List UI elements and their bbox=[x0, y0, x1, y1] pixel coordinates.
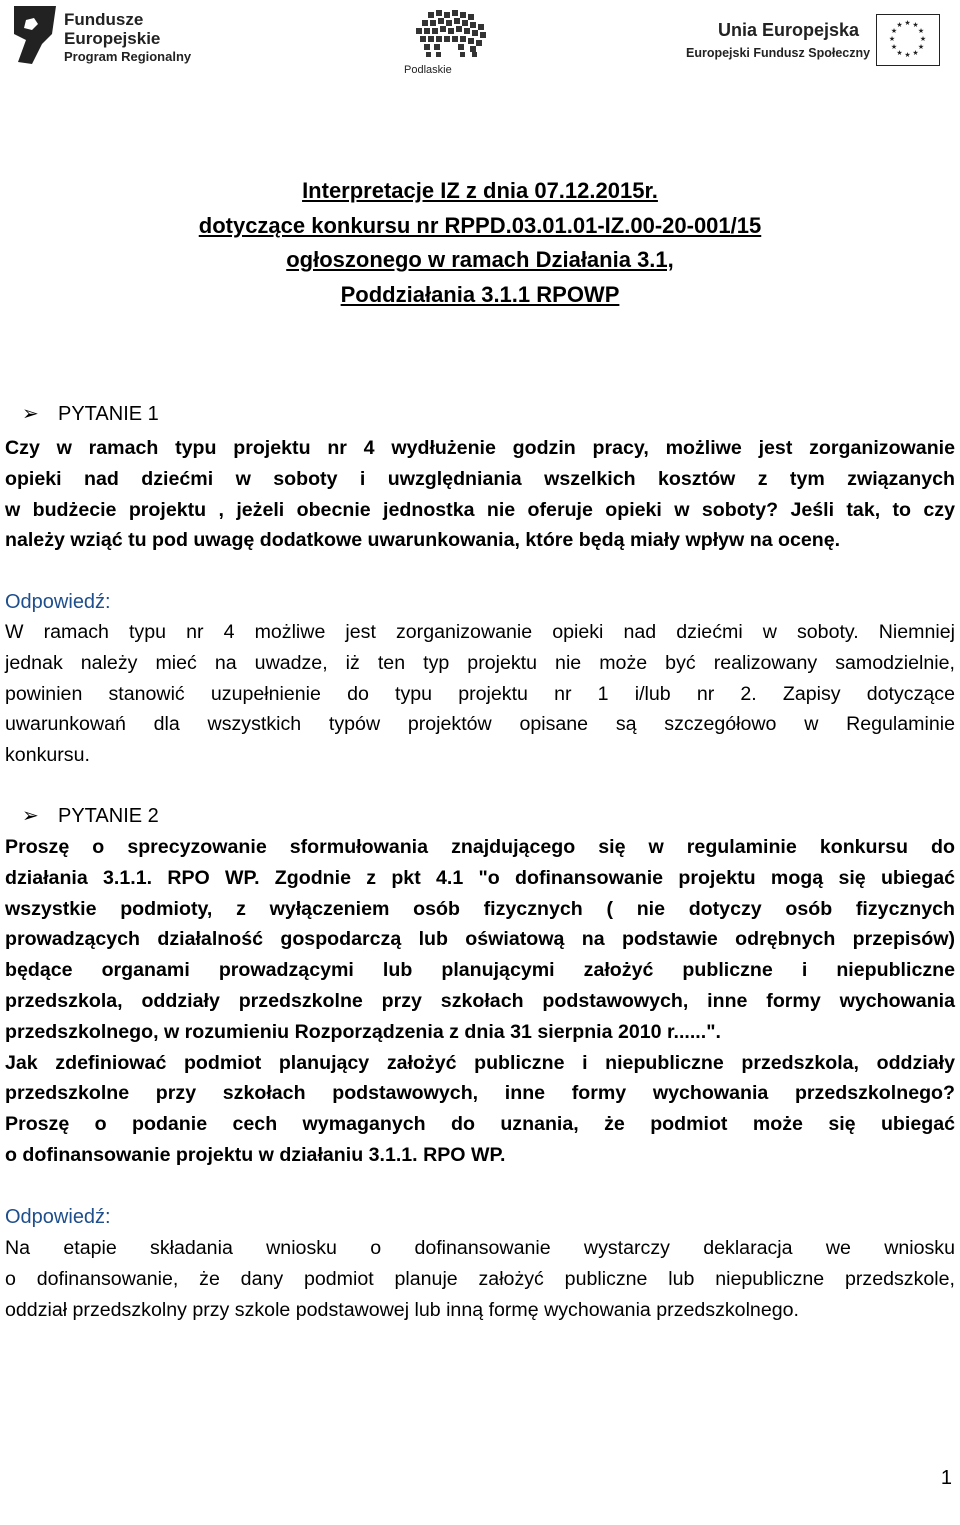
text-line: przedszkolnego, w rozumieniu Rozporządzenia z dnia 31 sierpnia 2010 r......". bbox=[5, 1020, 721, 1043]
text-line: działania 3.1.1. RPO WP. Zgodnie z pkt 4.1 "o dofinansowanie projektu mogą się ubiegać bbox=[5, 866, 955, 889]
text-line: o dofinansowanie, że dany podmiot planuje założyć publiczne lub niepubliczne przedszkole, bbox=[5, 1267, 955, 1290]
svg-text:★: ★ bbox=[912, 21, 919, 29]
text-line: Na etapie składania wniosku o dofinansowanie wystarczy deklaracja we wniosku bbox=[5, 1237, 955, 1259]
title-line-3: ogłoszonego w ramach Działania 3.1, bbox=[286, 247, 674, 272]
fundusze-europejskie-logo bbox=[12, 4, 202, 68]
page-number: 1 bbox=[940, 1467, 952, 1489]
text-line: Czy w ramach typu projektu nr 4 wydłużenie godzin pracy, możliwe jest zorganizowanie bbox=[5, 437, 955, 459]
svg-text:★: ★ bbox=[904, 19, 911, 27]
question-1-label: PYTANIE 1 bbox=[58, 403, 159, 425]
question-1-heading bbox=[22, 401, 159, 426]
fe-logo-line2: Europejskie bbox=[64, 29, 161, 48]
svg-text:★: ★ bbox=[896, 21, 903, 29]
title-line-1: Interpretacje IZ z dnia 07.12.2015r. bbox=[302, 178, 658, 203]
text-line: Proszę o sprecyzowanie sformułowania znajdującego się w regulaminie konkursu do bbox=[5, 836, 955, 858]
text-line: Proszę o podanie cech wymaganych do uznania, że podmiot może się ubiegać bbox=[5, 1113, 955, 1136]
arrow-bullet-icon: ➢ bbox=[22, 403, 39, 425]
text-line: będące organami prowadzącymi lub planującymi założyć publiczne i niepubliczne bbox=[5, 959, 955, 982]
title-line-4: Poddziałania 3.1.1 RPOWP bbox=[340, 281, 620, 307]
text-line: powinien stanowić uzupełnienie do typu projektu nr 1 i/lub nr 2. Zapisy dotyczące bbox=[5, 682, 955, 705]
fe-logo-line3: Program Regionalny bbox=[64, 49, 192, 64]
ue-title: Unia Europejska bbox=[718, 20, 860, 40]
question-1-text bbox=[5, 433, 955, 556]
answer-1-label: Odpowiedź: bbox=[5, 591, 111, 613]
text-line: o dofinansowanie projektu w działaniu 3.1.1. RPO WP. bbox=[5, 1143, 506, 1166]
title-line-2: dotyczące konkursu nr RPPD.03.01.01-IZ.00-20-001/15 bbox=[198, 212, 762, 238]
svg-text:★: ★ bbox=[904, 51, 911, 59]
svg-text:★: ★ bbox=[912, 49, 919, 57]
answer-2-text bbox=[5, 1233, 955, 1325]
text-line: prowadzących działalność gospodarczą lub oświatową na podstawie odrębnych przepisów) bbox=[5, 928, 955, 951]
answer-2-label: Odpowiedź: bbox=[5, 1206, 111, 1228]
podlaskie-logo bbox=[400, 8, 500, 76]
svg-text:★: ★ bbox=[919, 35, 927, 43]
svg-text:★: ★ bbox=[917, 27, 925, 35]
text-line: należy wziąć tu pod uwagę dodatkowe uwarunkowania, które będą miały wpływ na ocenę. bbox=[5, 529, 841, 552]
question-2-text bbox=[5, 832, 955, 1171]
text-line: Jak zdefiniować podmiot planujący założyć publiczne i niepubliczne przedszkola, oddziały bbox=[5, 1051, 955, 1074]
eu-flag-icon bbox=[876, 14, 940, 66]
answer-1-text bbox=[5, 617, 955, 771]
ue-subtitle: Europejski Fundusz Społeczny bbox=[686, 46, 871, 60]
question-2-heading bbox=[22, 803, 159, 828]
svg-text:★: ★ bbox=[888, 35, 896, 43]
text-line: przedszkola, oddziały przedszkolne przy szkołach podstawowych, inne formy wychowania bbox=[5, 989, 955, 1012]
text-line: wszystkie podmioty, z wyłączeniem osób fizycznych ( nie dotyczy osób fizycznych bbox=[5, 897, 955, 920]
podlaskie-label: Podlaskie bbox=[404, 64, 452, 76]
document-title bbox=[0, 174, 960, 312]
svg-text:★: ★ bbox=[896, 49, 903, 57]
text-line: w budżecie projektu , jeżeli obecnie jednostka nie oferuje opieki w soboty? Jeśli tak, to czy bbox=[5, 498, 955, 521]
svg-text:★: ★ bbox=[917, 43, 925, 51]
svg-text:★: ★ bbox=[890, 27, 898, 35]
page-header bbox=[0, 0, 960, 80]
question-2-label: PYTANIE 2 bbox=[58, 805, 159, 827]
text-line: uwarunkowań dla wszystkich typów projektów opisane są szczegółowo w Regulaminie bbox=[5, 713, 955, 736]
arrow-bullet-icon: ➢ bbox=[22, 805, 39, 827]
text-line: konkursu. bbox=[5, 744, 90, 767]
text-line: przedszkolne przy szkołach podstawowych, inne formy wychowania przedszkolnego? bbox=[5, 1082, 955, 1105]
bison-icon bbox=[400, 8, 500, 64]
text-line: oddział przedszkolny przy szkole podstawowej lub inną formę wychowania przedszkolnego. bbox=[5, 1298, 799, 1321]
fe-star-icon bbox=[12, 4, 60, 66]
text-line: opieki nad dziećmi w soboty i uwzględniania wszelkich kosztów z tym związanych bbox=[5, 467, 955, 490]
unia-europejska-logo bbox=[686, 14, 956, 70]
fe-logo-line1: Fundusze bbox=[64, 10, 144, 29]
text-line: jednak należy mieć na uwadze, iż ten typ projektu nie może być realizowany samodzielnie, bbox=[5, 651, 955, 674]
svg-text:★: ★ bbox=[890, 43, 898, 51]
text-line: W ramach typu nr 4 możliwe jest zorganizowanie opieki nad dziećmi w soboty. Niemniej bbox=[5, 621, 955, 643]
